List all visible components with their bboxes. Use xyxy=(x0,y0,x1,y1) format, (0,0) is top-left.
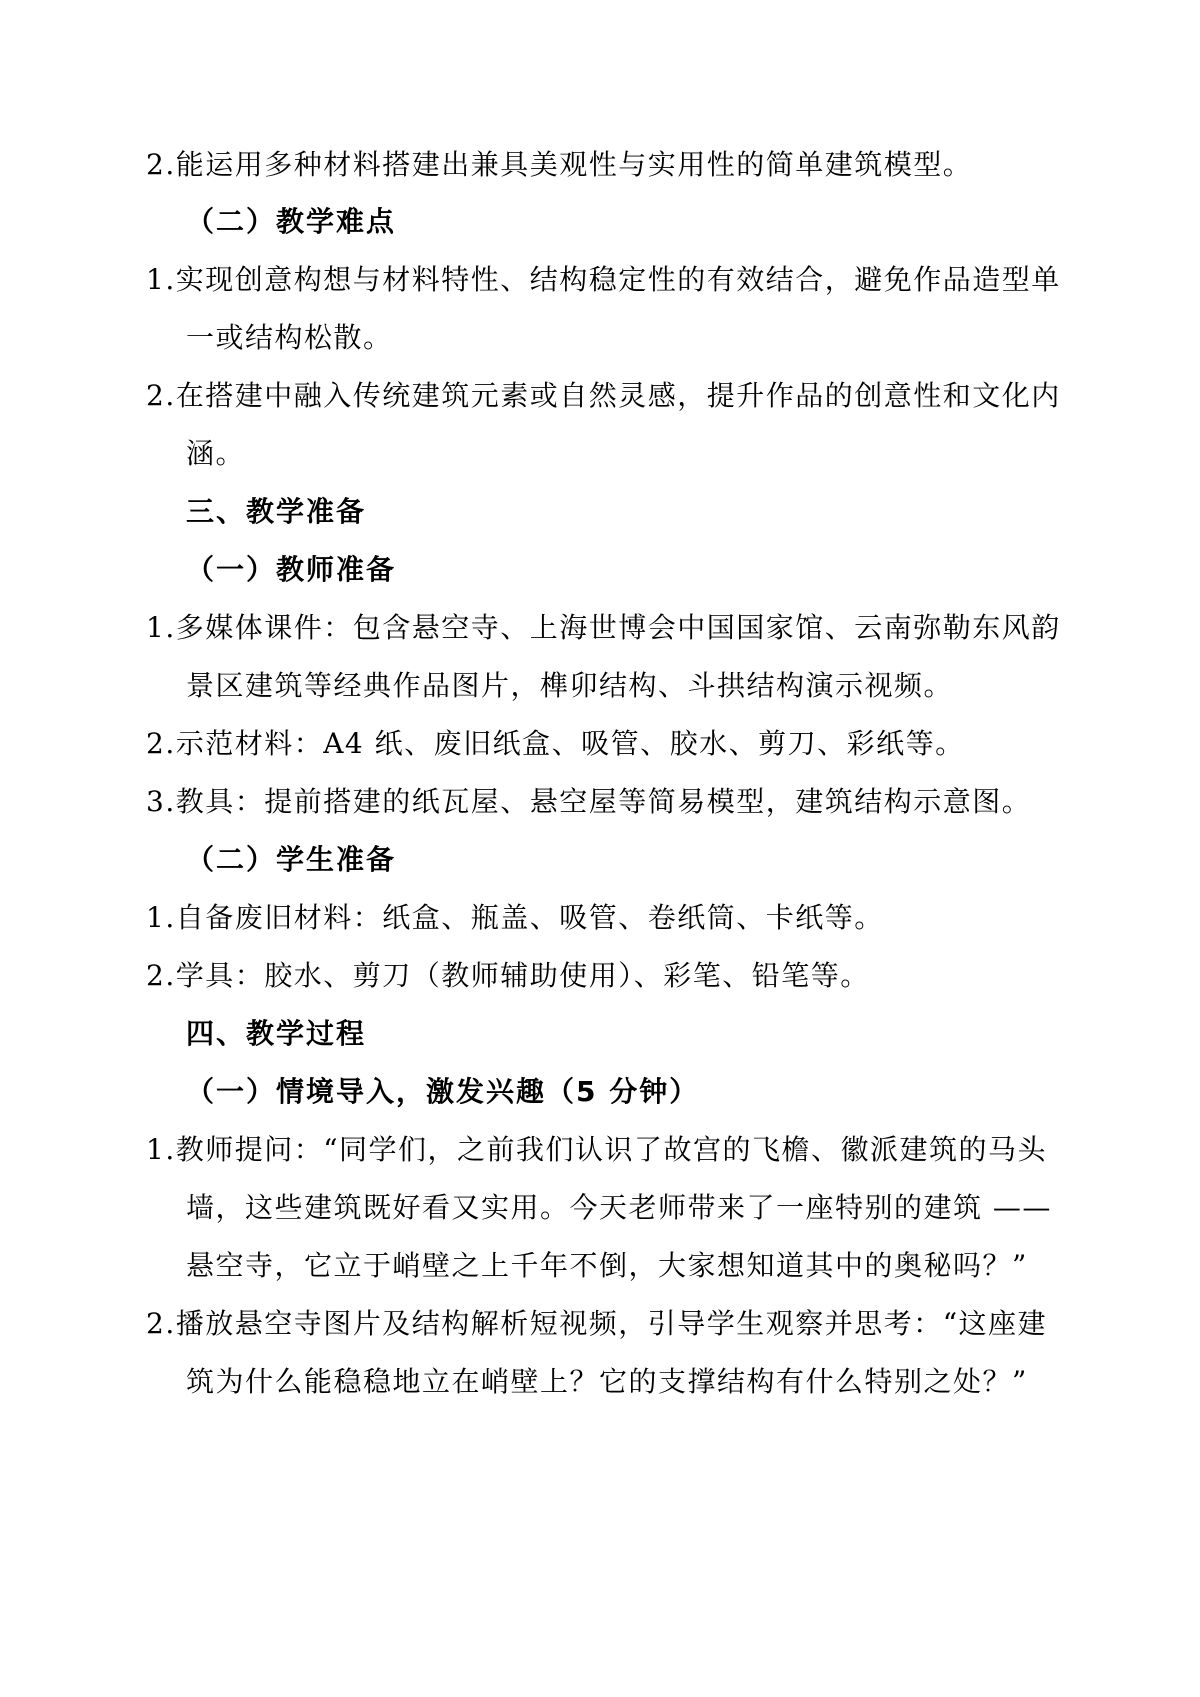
section-heading: （一）教师准备 xyxy=(186,553,397,586)
list-item: 2.播放悬空寺图片及结构解析短视频，引导学生观察并思考：“这座建 xyxy=(146,1307,1048,1340)
section-heading: 四、教学过程 xyxy=(186,1017,367,1050)
list-item: 1.教师提问：“同学们，之前我们认识了故宫的飞檐、徽派建筑的马头 xyxy=(146,1133,1048,1166)
section-heading: （一）情境导入，激发兴趣（5 分钟） xyxy=(186,1075,700,1108)
list-item-continuation: 筑为什么能稳稳地立在峭壁上？它的支撑结构有什么特别之处？” xyxy=(186,1365,1028,1398)
section-heading: （二）学生准备 xyxy=(186,843,397,876)
list-item: 2.学具：胶水、剪刀（教师辅助使用）、彩笔、铅笔等。 xyxy=(146,959,870,992)
list-item: 2.示范材料：A4 纸、废旧纸盒、吸管、胶水、剪刀、彩纸等。 xyxy=(146,727,965,760)
list-item: 1.自备废旧材料：纸盒、瓶盖、吸管、卷纸筒、卡纸等。 xyxy=(146,901,884,934)
list-item: 1.实现创意构想与材料特性、结构稳定性的有效结合，避免作品造型单 xyxy=(146,263,1061,296)
list-item-continuation: 悬空寺，它立于峭壁之上千年不倒，大家想知道其中的奥秘吗？” xyxy=(186,1249,1028,1282)
list-item: 3.教具：提前搭建的纸瓦屋、悬空屋等简易模型，建筑结构示意图。 xyxy=(146,785,1032,818)
section-heading: （二）教学难点 xyxy=(186,205,397,238)
list-item: 1.多媒体课件：包含悬空寺、上海世博会中国国家馆、云南弥勒东风韵 xyxy=(146,611,1061,644)
list-item: 2.在搭建中融入传统建筑元素或自然灵感，提升作品的创意性和文化内 xyxy=(146,379,1061,412)
list-item-continuation: 涵。 xyxy=(186,437,246,470)
list-item-continuation: 景区建筑等经典作品图片，榫卯结构、斗拱结构演示视频。 xyxy=(186,669,954,702)
section-heading: 三、教学准备 xyxy=(186,495,367,528)
list-item: 2.能运用多种材料搭建出兼具美观性与实用性的简单建筑模型。 xyxy=(146,148,973,181)
list-item-continuation: 一或结构松散。 xyxy=(186,321,393,354)
list-item-continuation: 墙，这些建筑既好看又实用。今天老师带来了一座特别的建筑 —— xyxy=(186,1191,1052,1224)
